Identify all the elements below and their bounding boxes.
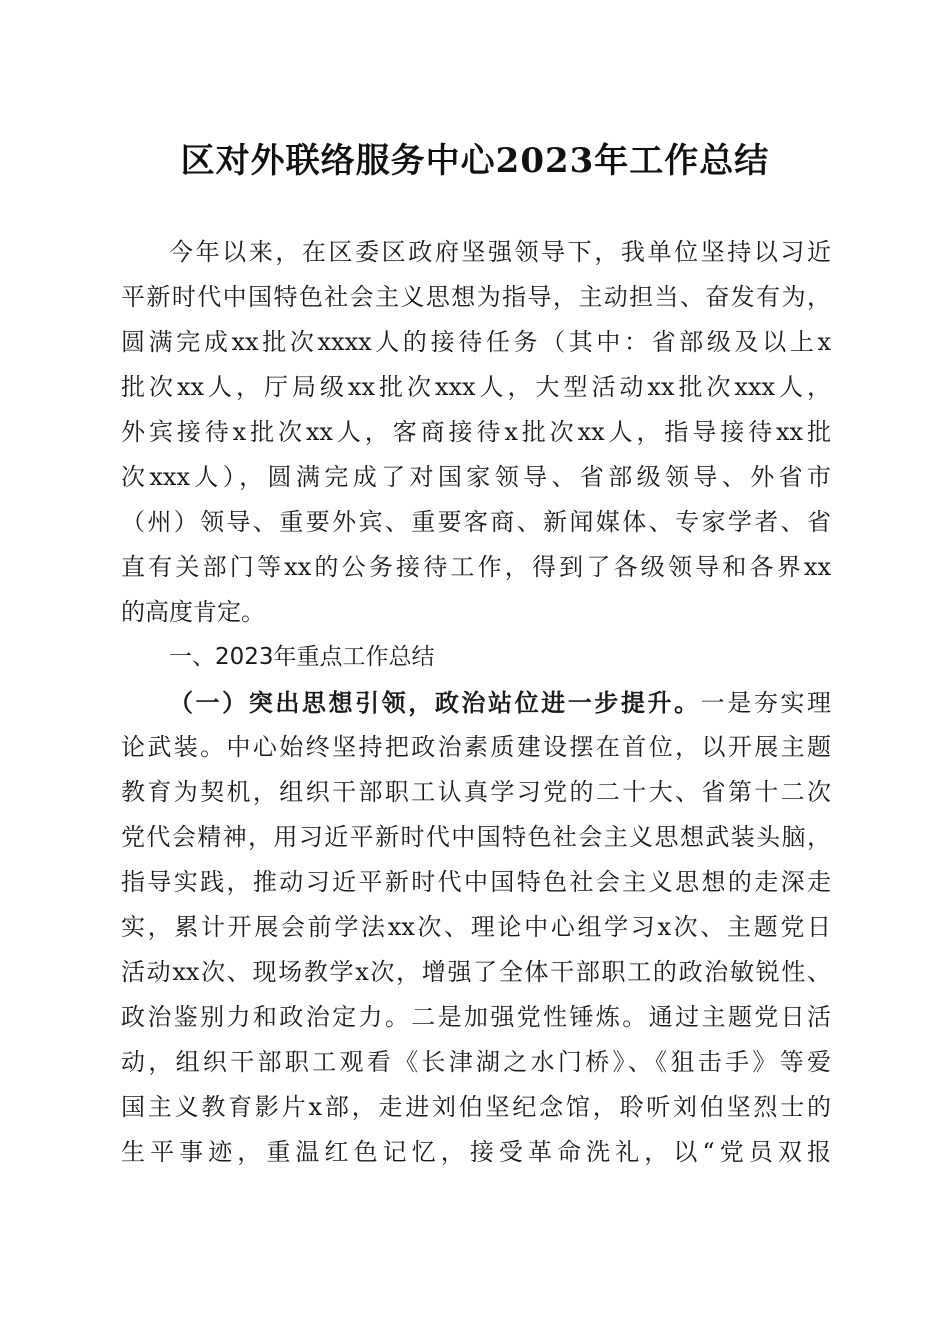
- paragraph-line: 的高度肯定。: [121, 598, 265, 626]
- paragraph-line: 党代会精神，用习近平新时代中国特色社会主义思想武装头脑，: [121, 823, 831, 851]
- paragraph-line: 生平事迹，重温红色记忆，接受革命洗礼，以“党员双报: [121, 1138, 831, 1166]
- paragraph-line: 政治鉴别力和政治定力。二是加强党性锤炼。通过主题党日活: [121, 1003, 831, 1031]
- paragraph-line: 国主义教育影片x部，走进刘伯坚纪念馆，聆听刘伯坚烈士的: [121, 1093, 831, 1121]
- document-body: [121, 230, 831, 1175]
- paragraph-line: 外宾接待x批次xx人，客商接待x批次xx人，指导接待xx批: [121, 418, 831, 446]
- paragraph-line: 实，累计开展会前学法xx次、理论中心组学习x次、主题党日: [121, 913, 831, 941]
- subsection-first-line-text: 一是夯实理: [700, 689, 832, 717]
- paragraph-line: 平新时代中国特色社会主义思想为指导，主动担当、奋发有为，: [121, 283, 831, 311]
- paragraph-line: 教育为契机，组织干部职工认真学习党的二十大、省第十二次: [121, 778, 831, 806]
- paragraph-line: （州）领导、重要外宾、重要客商、新闻媒体、专家学者、省: [121, 508, 831, 536]
- paragraph-line: 今年以来，在区委区政府坚强领导下，我单位坚持以习近: [169, 238, 831, 266]
- section-heading: 一、2023年重点工作总结: [169, 644, 435, 670]
- document-title: 区对外联络服务中心2023年工作总结: [180, 141, 770, 181]
- subsection-heading: （一）突出思想引领，政治站位进一步提升。: [169, 688, 701, 717]
- paragraph-line: 圆满完成xx批次xxxx人的接待任务（其中：省部级及以上x: [121, 328, 831, 356]
- paragraph-line: 动，组织干部职工观看《长津湖之水门桥》、《狙击手》等爱: [121, 1048, 831, 1076]
- paragraph-line: 直有关部门等xx的公务接待工作，得到了各级领导和各界xx: [121, 553, 831, 581]
- paragraph-line: 次xxx人），圆满完成了对国家领导、省部级领导、外省市: [121, 463, 831, 491]
- paragraph-line: 指导实践，推动习近平新时代中国特色社会主义思想的走深走: [121, 868, 831, 896]
- subsection-first-line: [121, 680, 831, 725]
- paragraph-line: 论武装。中心始终坚持把政治素质建设摆在首位，以开展主题: [121, 733, 831, 761]
- paragraph-line: 活动xx次、现场教学x次，增强了全体干部职工的政治敏锐性、: [121, 958, 831, 986]
- paragraph-line: 批次xx人，厅局级xx批次xxx人，大型活动xx批次xxx人，: [121, 373, 831, 401]
